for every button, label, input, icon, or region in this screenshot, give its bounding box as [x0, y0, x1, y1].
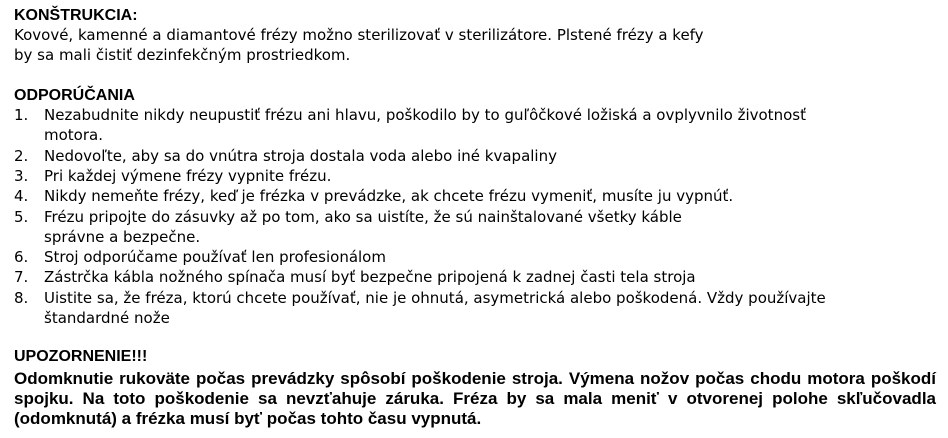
recommendation-text: Uistite sa, že fréza, ktorú chcete používať, nie je ohnutá, asymetrická alebo poškodená. Vždy používajte: [44, 289, 826, 307]
warning-text: Odomknutie rukoväte počas prevádzky spôsobí poškodenie stroja. Výmena nožov počas chodu motora poškodí spojku. Na toto poškodenie sa nevzťahuje záruka. Fréza by sa mala meniť v otvorenej polohe skľučovadla (odomknutá) a frézka musí byť počas tohto času vypnutá.: [14, 369, 936, 428]
recommendation-text: Stroj odporúčame používať len profesionálom: [44, 248, 386, 266]
recommendation-number: 4.: [14, 187, 29, 205]
recommendation-text: Zástrčka kábla nožného spínača musí byť bezpečne pripojená k zadnej časti tela stroja: [44, 268, 696, 286]
recommendation-number: 8.: [14, 289, 29, 307]
recommendation-number: 1.: [14, 106, 29, 124]
recommendation-item-5: [14, 207, 939, 247]
recommendation-text: Nedovoľte, aby sa do vnútra stroja dostala voda alebo iné kvapaliny: [44, 147, 557, 165]
recommendation-item-1: [14, 105, 939, 145]
recommendation-text: Pri každej výmene frézy vypnite frézu.: [44, 167, 332, 185]
recommendation-item-2: [14, 146, 939, 166]
warning-heading: UPOZORNENIE!!!: [14, 348, 148, 365]
recommendation-item-8: [14, 288, 939, 328]
recommendation-text-continued: motora.: [44, 126, 103, 144]
recommendation-text-continued: správne a bezpečne.: [44, 228, 201, 246]
recommendation-number: 6.: [14, 248, 29, 266]
construction-text-line-1: Kovové, kamenné a diamantové frézy možno sterilizovať v sterilizátore. Plstené frézy a kefy: [14, 26, 704, 44]
recommendation-text: Nikdy nemeňte frézy, keď je frézka v prevádzke, ak chcete frézu vymeniť, musíte ju vypnúť.: [44, 187, 734, 205]
recommendation-number: 3.: [14, 167, 29, 185]
recommendation-item-6: [14, 247, 939, 267]
recommendation-text: Frézu pripojte do zásuvky až po tom, ako sa uistíte, že sú nainštalované všetky káble: [44, 208, 682, 226]
construction-heading: KONŠTRUKCIA:: [14, 7, 138, 24]
recommendation-number: 7.: [14, 268, 29, 286]
recommendation-item-3: [14, 166, 939, 186]
recommendation-text: Nezabudnite nikdy neupustiť frézu ani hlavu, poškodilo by to guľôčkové ložiská a ovplyvnilo životnosť: [44, 106, 806, 124]
recommendation-item-7: [14, 267, 939, 287]
construction-text-line-2: by sa mali čistiť dezinfekčným prostriedkom.: [14, 46, 351, 64]
recommendation-text-continued: štandardné nože: [44, 309, 170, 327]
recommendation-number: 2.: [14, 147, 29, 165]
recommendations-heading: ODPORÚČANIA: [14, 87, 135, 104]
recommendation-item-4: [14, 186, 939, 206]
recommendation-number: 5.: [14, 208, 29, 226]
